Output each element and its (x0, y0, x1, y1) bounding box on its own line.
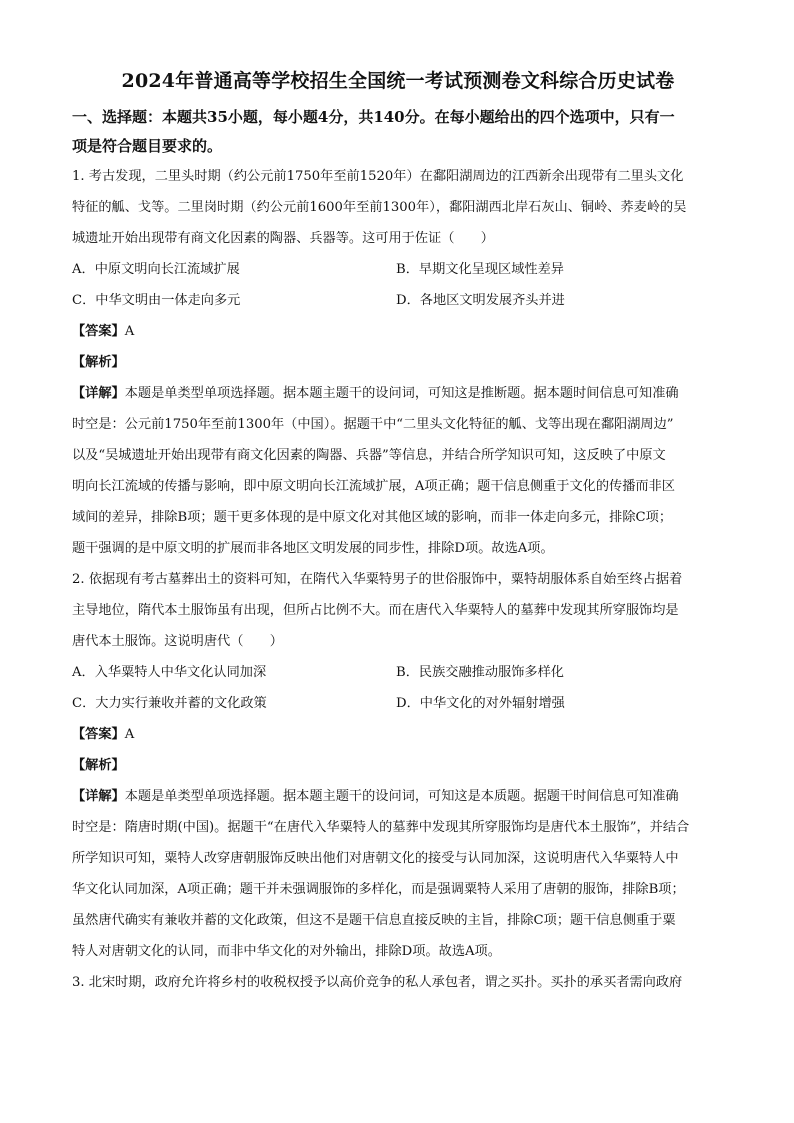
option-d: D．中华文化的对外辐射增强 (396, 696, 565, 711)
detail-line: 域间的差异，排除B项；题干更多体现的是中原文化对其他区域的影响，而非一体走向多元，排除C项； (72, 510, 673, 525)
option-c: C．大力实行兼收并蓄的文化政策 (72, 696, 267, 711)
detail-line: 明向长江流域的传播与影响，即中原文明向长江流域扩展，A项正确；题干信息侧重于文化的传播而非区 (72, 479, 675, 494)
detail-tag: 【详解】 (72, 386, 125, 401)
section-heading-line2: 项是符合题目要求的。 (72, 137, 223, 155)
detail-line: 时空是：公元前1750年至前1300年（中国）。据题干中“二里头文化特征的觚、戈等出现在鄱阳湖周边” (72, 417, 674, 432)
option-a: A．入华粟特人中华文化认同加深 (72, 665, 267, 680)
detail-line (72, 781, 724, 812)
option-d: D．各地区文明发展齐头并进 (396, 293, 565, 308)
exam-page (72, 66, 724, 998)
question-stem-line: 唐代本土服饰。这说明唐代（ ） (72, 634, 283, 649)
analysis-tag: 【解析】 (72, 758, 125, 773)
option-a: A．中原文明向长江流域扩展 (72, 262, 240, 277)
question-stem-line: 2. 依据现有考古墓葬出土的资料可知，在隋代入华粟特男子的世俗服饰中，粟特胡服体系自始至终占据着 (72, 572, 683, 587)
option-b: B．早期文化呈现区域性差异 (396, 262, 564, 277)
detail-line (72, 378, 724, 409)
detail-tag: 【详解】 (72, 789, 125, 804)
detail-line: 以及“吴城遗址开始出现带有商文化因素的陶器、兵器”等信息，并结合所学知识可知，这反映了中原文 (72, 448, 666, 463)
detail-line: 华文化认同加深，A项正确；题干并未强调服饰的多样化，而是强调粟特人采用了唐朝的服饰，排除B项； (72, 882, 685, 897)
answer-tag: 【答案】 (72, 727, 125, 742)
detail-line: 虽然唐代确实有兼收并蓄的文化政策，但这不是题干信息直接反映的主旨，排除C项；题干信息侧重于粟 (72, 913, 676, 928)
answer-line (72, 719, 724, 750)
exam-title: 2024年普通高等学校招生全国统一考试预测卷文科综合历史试卷 (121, 70, 675, 92)
detail-line: 题干强调的是中原文明的扩展而非各地区文明发展的同步性，排除D项。故选A项。 (72, 541, 554, 556)
option-b: B．民族交融推动服饰多样化 (396, 665, 564, 680)
detail-line: 时空是：隋唐时期(中国)。据题干“在唐代入华粟特人的墓葬中发现其所穿服饰均是唐代本土服饰”，并结合 (72, 820, 690, 835)
answer-value: A (124, 727, 135, 742)
detail-line: 特人对唐朝文化的认同，而非中华文化的对外输出，排除D项。故选A项。 (72, 944, 501, 959)
question-stem-line: 城遗址开始出现带有商文化因素的陶器、兵器等。这可用于佐证（ ） (72, 231, 494, 246)
question-2 (72, 564, 724, 967)
detail-text: 本题是单类型单项选择题。据本题主题干的设问词，可知这是推断题。据本题时间信息可知准确 (124, 386, 679, 401)
question-stem-line: 主导地位，隋代本土服饰虽有出现，但所占比例不大。而在唐代入华粟特人的墓葬中发现其所穿服饰均是 (72, 603, 679, 618)
question-1 (72, 161, 724, 564)
answer-value: A (124, 324, 135, 339)
question-stem-line: 特征的觚、戈等。二里岗时期（约公元前1600年至前1300年），鄱阳湖西北岸石灰山、铜岭、荞麦岭的吴 (72, 200, 687, 215)
question-3-stem-line: 3. 北宋时期，政府允许将乡村的收税权授予以高价竞争的私人承包者，谓之买扑。买扑的承买者需向政府 (72, 975, 683, 990)
section-heading-line1: 一、选择题：本题共35小题，每小题4分，共140分。在每小题给出的四个选项中，只有一 (72, 108, 675, 126)
options-grid (72, 657, 724, 719)
options-grid (72, 254, 724, 316)
analysis-tag: 【解析】 (72, 355, 125, 370)
question-stem-line: 1. 考古发现，二里头时期（约公元前1750年至前1520年）在鄱阳湖周边的江西新余出现带有二里头文化 (72, 169, 684, 184)
answer-line (72, 316, 724, 347)
detail-text: 本题是单类型单项选择题。据本题主题干的设问词，可知这是本质题。据题干时间信息可知准确 (124, 789, 679, 804)
option-c: C．中华文明由一体走向多元 (72, 293, 241, 308)
answer-tag: 【答案】 (72, 324, 125, 339)
detail-line: 所学知识可知，粟特人改穿唐朝服饰反映出他们对唐朝文化的接受与认同加深，这说明唐代入华粟特人中 (72, 851, 679, 866)
